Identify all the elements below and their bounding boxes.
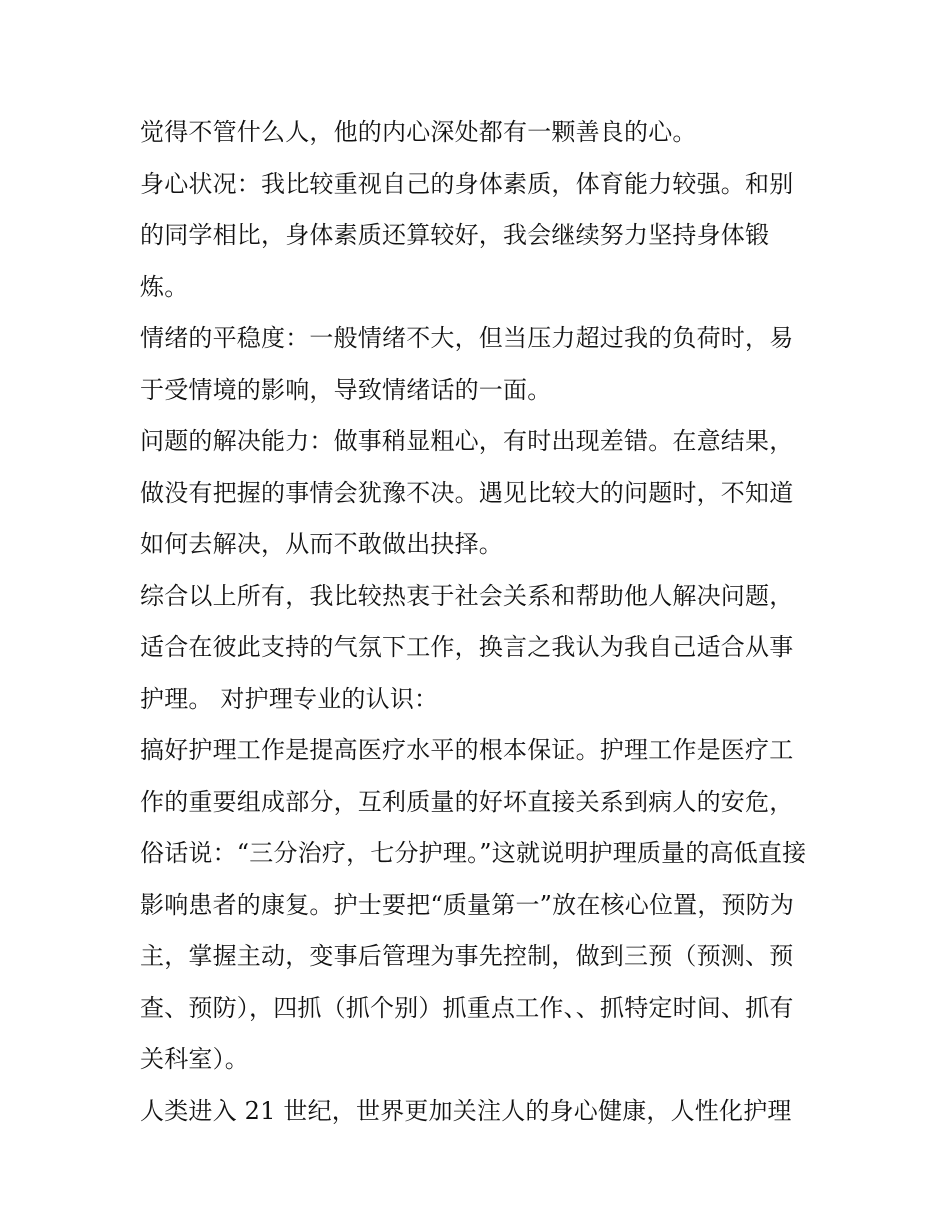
paragraph-emotional-stability: 情绪的平稳度：一般情绪不大，但当压力超过我的负荷时，易于受情境的影响，导致情绪话的一面。 <box>140 324 794 404</box>
paragraph-nursing-quality: 搞好护理工作是提高医疗水平的根本保证。护理工作是医疗工作的重要组成部分，互利质量的好坏直接关系到病人的安危，俗话说：“三分治疗，七分护理。”这就说明护理质量的高低直接影响患者的康复。护士要把“质量第一”放在核心位置，预防为主，掌握主动，变事后管理为事先控制，做到三预（预测、预查、预防），四抓（抓个别）抓重点工作、、抓特定时间、抓有关科室）。 <box>140 736 807 1073</box>
paragraph-problem-solving: 问题的解决能力：做事稍显粗心，有时出现差错。在意结果，做没有把握的事情会犹豫不决。遇见比较大的问题时，不知道如何去解决，从而不敢做出抉择。 <box>140 427 794 558</box>
paragraph-21st-century: 人类进入 21 世纪，世界更加关注人的身心健康，人性化护理 <box>140 1096 792 1125</box>
paragraph-kindness: 觉得不管什么人，他的内心深处都有一颗善良的心。 <box>140 118 697 146</box>
paragraph-summary: 综合以上所有，我比较热衷于社会关系和帮助他人解决问题，适合在彼此支持的气氛下工作，换言之我认为我自己适合从事护理。 对护理专业的认识： <box>140 581 794 713</box>
paragraph-physical-condition: 身心状况：我比较重视自己的身体素质，体育能力较强。和别的同学相比，身体素质还算较好，我会继续努力坚持身体锻炼。 <box>140 169 794 301</box>
document-body <box>140 107 814 1137</box>
